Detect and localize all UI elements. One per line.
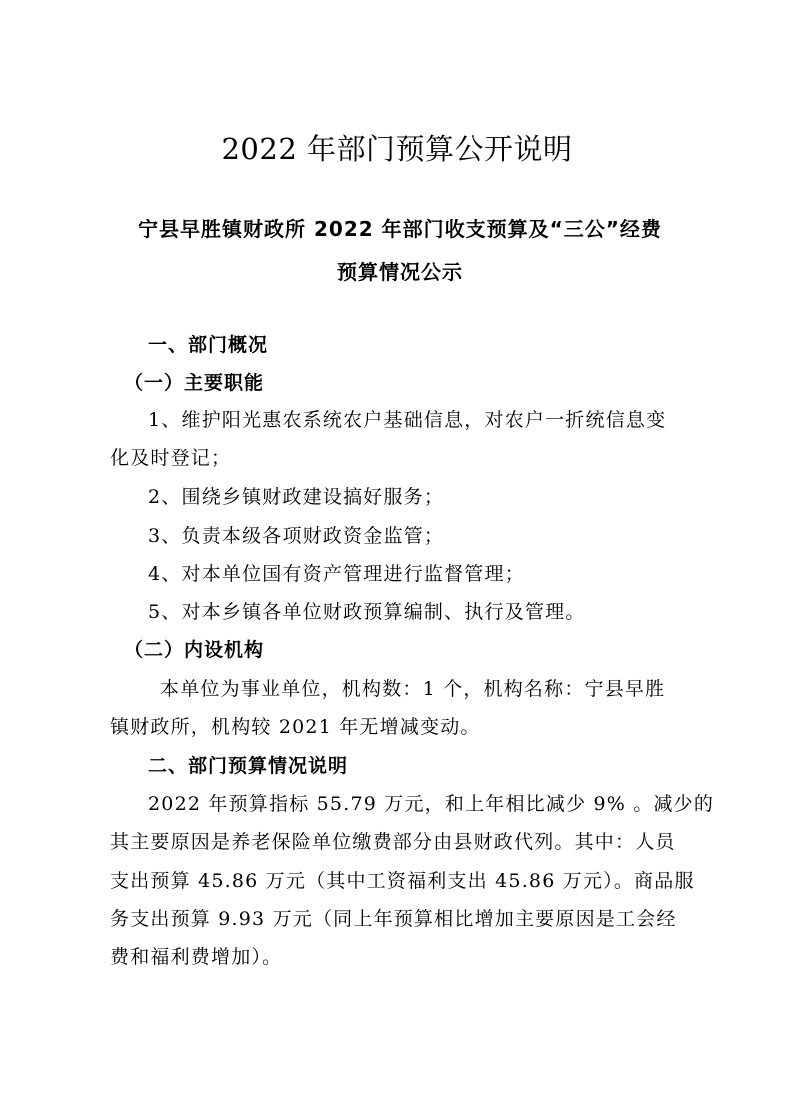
- section-1-sub-1-heading: （一）主要职能: [124, 372, 265, 394]
- subtitle-line-2: 预算情况公示: [337, 260, 463, 284]
- budget-para-line-4: 务支出预算 9.93 万元（同上年预算相比增加主要原因是工会经: [110, 908, 677, 930]
- org-line-2: 镇财政所，机构较 2021 年无增减变动。: [110, 716, 481, 738]
- duty-item-1-line-2: 化及时登记；: [110, 447, 232, 469]
- budget-para-line-2: 其主要原因是养老保险单位缴费部分由县财政代列。其中：人员: [110, 831, 676, 853]
- section-1-sub-2-heading: （二）内设机构: [124, 639, 265, 661]
- section-2-heading: 二、部门预算情况说明: [148, 755, 349, 777]
- budget-para-line-5: 费和福利费增加）。: [110, 946, 283, 968]
- duty-item-4: 4、对本单位国有资产管理进行监督管理；: [148, 563, 525, 585]
- duty-item-1-line-1: 1、维护阳光惠农系统农户基础信息，对农户一折统信息变: [148, 409, 667, 431]
- page-title: 2022 年部门预算公开说明: [221, 132, 573, 166]
- org-line-1: 本单位为事业单位，机构数：1 个，机构名称：宁县早胜: [160, 678, 666, 700]
- subtitle-line-1: 宁县早胜镇财政所 2022 年部门收支预算及“三公”经费: [138, 217, 662, 241]
- budget-para-line-1: 2022 年预算指标 55.79 万元，和上年相比减少 9% 。减少的: [148, 793, 715, 815]
- duty-item-2: 2、围绕乡镇财政建设搞好服务；: [148, 486, 445, 508]
- duty-item-5: 5、对本乡镇各单位财政预算编制、执行及管理。: [148, 601, 586, 623]
- duty-item-3: 3、负责本级各项财政资金监管；: [148, 525, 445, 547]
- budget-para-line-3: 支出预算 45.86 万元（其中工资福利支出 45.86 万元）。商品服: [110, 870, 695, 892]
- section-1-heading: 一、部门概况: [148, 334, 269, 356]
